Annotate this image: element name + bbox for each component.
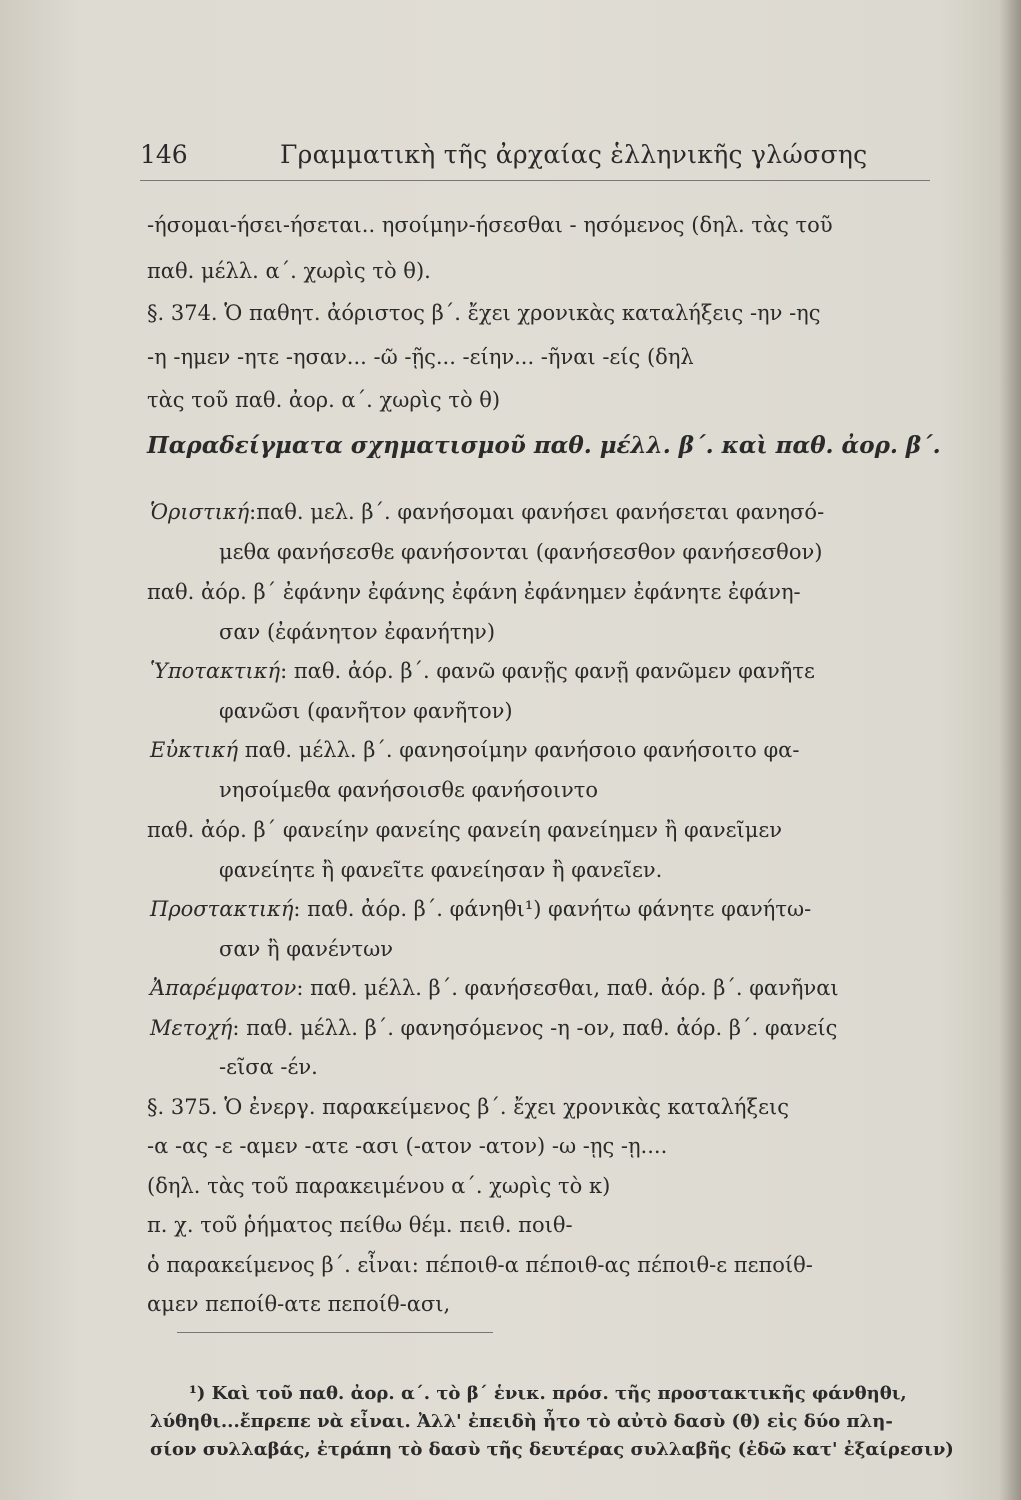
- running-title: Γραμματικὴ τῆς ἀρχαίας ἑλληνικῆς γλώσσης: [280, 140, 868, 169]
- body-line: -α -ας -ε -αμεν -ατε -ασι (-ατον -ατον) -ω -ῃς -ῃ....: [147, 1134, 668, 1158]
- section-heading: Παραδείγματα σχηματισμοῦ παθ. μέλλ. β΄. καὶ παθ. ἀορ. β΄.: [147, 432, 941, 459]
- body-line: παθ. μέλλ. α΄. χωρὶς τὸ θ).: [147, 259, 431, 283]
- example-subjunctive: [150, 656, 815, 686]
- example-text: : παθ. ἀόρ. β΄. φάνηθι¹) φανήτω φάνητε φανήτω-: [293, 897, 812, 921]
- page-edge-shadow: [999, 0, 1021, 1500]
- example-optative: [150, 735, 799, 765]
- body-line: ὁ παρακείμενος β΄. εἶναι: πέποιθ-α πέποιθ-ας πέποιθ-ε πεποίθ-: [147, 1253, 813, 1277]
- example-participle: [150, 1013, 837, 1043]
- mood-label: Ἀπαρέμφατον: [150, 976, 297, 1000]
- body-line: π. χ. τοῦ ῥήματος πείθω θέμ. πειθ. ποιθ-: [147, 1213, 573, 1237]
- paragraph-375: §. 375. Ὁ ἐνεργ. παρακείμενος β΄. ἔχει χρονικὰς καταλήξεις: [147, 1095, 789, 1119]
- body-line: νησοίμεθα φανήσοισθε φανήσοιντο: [219, 778, 599, 802]
- body-line: παθ. ἀόρ. β΄ φανείην φανείης φανείη φανείημεν ἢ φανεῖμεν: [147, 818, 783, 842]
- body-line: σαν (ἐφάνητον ἐφανήτην): [219, 620, 496, 644]
- footnote-line: λύθηθι...ἔπρεπε νὰ εἶναι. Ἀλλ' ἐπειδὴ ἦτο τὸ αὐτὸ δασὺ (θ) εἰς δύο πλη-: [150, 1411, 893, 1432]
- footnote-rule: [177, 1332, 493, 1333]
- body-line: μεθα φανήσεσθε φανήσονται (φανήσεσθον φανήσεσθον): [219, 540, 823, 564]
- example-text: :παθ. μελ. β΄. φανήσομαι φανήσει φανήσεται φανησό-: [249, 500, 825, 524]
- example-text: : παθ. ἀόρ. β΄. φανῶ φανῇς φανῇ φανῶμεν φανῆτε: [280, 659, 815, 683]
- example-infinitive: [150, 973, 839, 1003]
- example-text: παθ. μέλλ. β΄. φανησοίμην φανήσοιο φανήσοιτο φα-: [238, 738, 800, 762]
- mood-label: Ὁριστική: [150, 500, 250, 524]
- example-text: : παθ. μέλλ. β΄. φανήσεσθαι, παθ. ἀόρ. β΄. φανῆναι: [296, 976, 839, 1000]
- body-line: φανείητε ἢ φανεῖτε φανείησαν ἢ φανεῖεν.: [219, 858, 663, 882]
- body-line: σαν ἢ φανέντων: [219, 937, 394, 961]
- example-imperative: [150, 894, 811, 924]
- mood-label: Ὑποτακτική: [150, 659, 281, 683]
- footnote-line: ¹) Καὶ τοῦ παθ. ἀορ. α΄. τὸ β΄ ἑνικ. πρόσ. τῆς προστακτικῆς φάνθηθι,: [189, 1383, 907, 1404]
- paragraph-374: §. 374. Ὁ παθητ. ἀόριστος β΄. ἔχει χρονικὰς καταλήξεις -ην -ης: [147, 301, 821, 325]
- mood-label: Μετοχή: [150, 1016, 233, 1040]
- body-line: -η -ημεν -ητε -ησαν... -ῶ -ῇς... -είην... -ῆναι -είς (δηλ: [147, 345, 694, 369]
- page-header: [140, 140, 940, 180]
- body-line: παθ. ἀόρ. β΄ ἐφάνην ἐφάνης ἐφάνη ἐφάνημεν ἐφάνητε ἐφάνη-: [147, 580, 801, 604]
- body-line: -εῖσα -έν.: [219, 1055, 318, 1079]
- mood-label: Προστακτική: [150, 897, 294, 921]
- body-line: -ήσομαι-ήσει-ήσεται.. ησοίμην-ήσεσθαι - ησόμενος (δηλ. τὰς τοῦ: [147, 213, 833, 237]
- mood-label: Εὐκτική: [150, 738, 239, 762]
- body-line: φανῶσι (φανῆτον φανῆτον): [219, 699, 513, 723]
- footnote-line: σίον συλλαβάς, ἐτράπη τὸ δασὺ τῆς δευτέρας συλλαβῆς (ἐδῶ κατ' ἐξαίρεσιν): [150, 1439, 954, 1460]
- header-rule: [140, 180, 930, 181]
- example-text: : παθ. μέλλ. β΄. φανησόμενος -η -ον, παθ. ἀόρ. β΄. φανείς: [232, 1016, 838, 1040]
- body-line: τὰς τοῦ παθ. ἀορ. α΄. χωρὶς τὸ θ): [147, 388, 501, 412]
- example-indicative: [150, 497, 824, 527]
- page-number: 146: [140, 140, 188, 169]
- body-line: αμεν πεποίθ-ατε πεποίθ-ασι,: [147, 1292, 451, 1316]
- body-line: (δηλ. τὰς τοῦ παρακειμένου α΄. χωρὶς τὸ κ): [147, 1174, 611, 1198]
